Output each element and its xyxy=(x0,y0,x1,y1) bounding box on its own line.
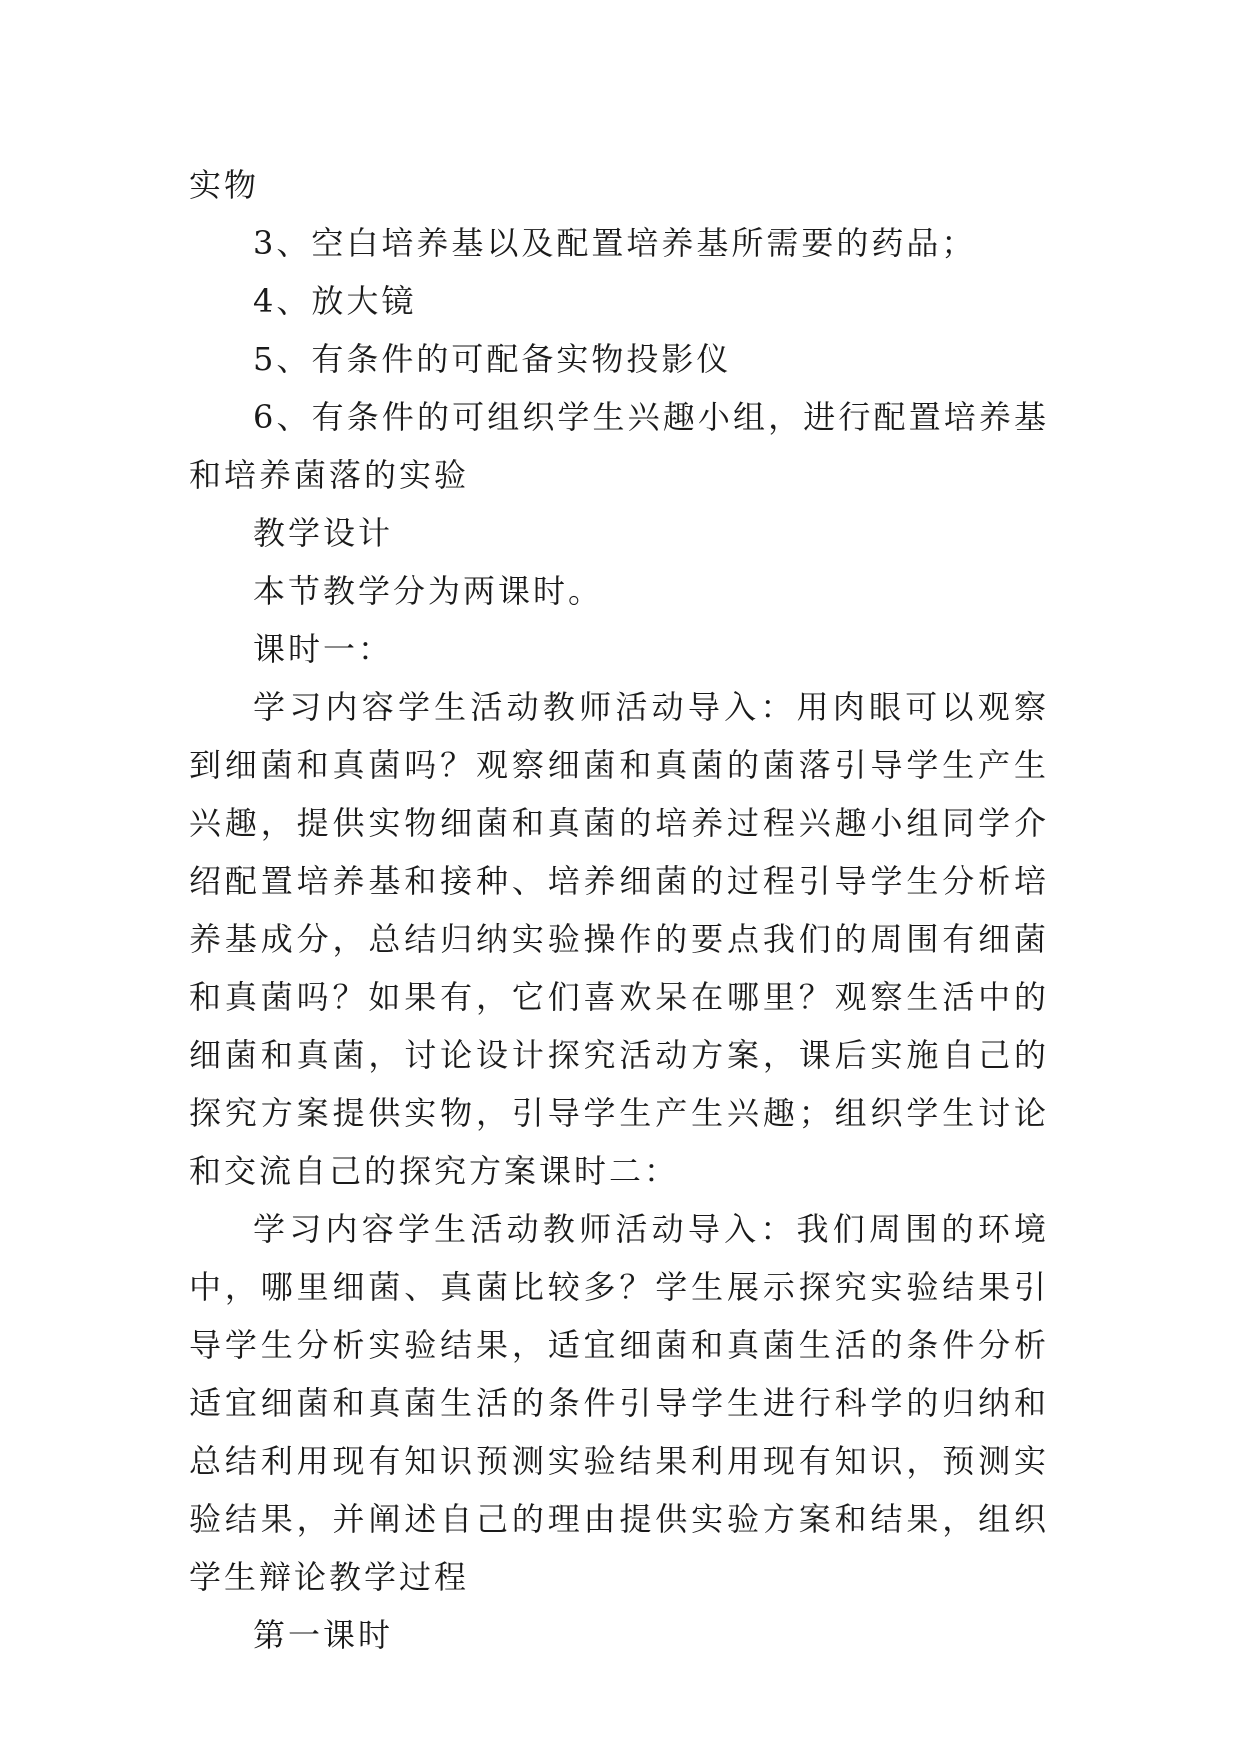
paragraph-2: 3、空白培养基以及配置培养基所需要的药品； xyxy=(253,224,977,262)
document-body xyxy=(189,156,1049,1664)
paragraph-6: 教学设计 xyxy=(253,514,394,552)
paragraph-8: 课时一： xyxy=(253,630,394,668)
paragraph-11: 第一课时 xyxy=(253,1616,394,1654)
paragraph-3: 4、放大镜 xyxy=(253,282,417,320)
paragraph-7: 本节教学分为两课时。 xyxy=(253,572,604,610)
paragraph-5: 6、有条件的可组织学生兴趣小组，进行配置培养基和培养菌落的实验 xyxy=(189,398,1049,494)
paragraph-1: 实物 xyxy=(189,166,260,204)
paragraph-4: 5、有条件的可配备实物投影仪 xyxy=(253,340,732,378)
paragraph-9: 学习内容学生活动教师活动导入：用肉眼可以观察到细菌和真菌吗？观察细菌和真菌的菌落引导学生产生兴趣，提供实物细菌和真菌的培养过程兴趣小组同学介绍配置培养基和接种、培养细菌的过程引导学生分析培养基成分，总结归纳实验操作的要点我们的周围有细菌和真菌吗？如果有，它们喜欢呆在哪里？观察生活中的细菌和真菌，讨论设计探究活动方案，课后实施自己的探究方案提供实物，引导学生产生兴趣；组织学生讨论和交流自己的探究方案课时二： xyxy=(189,688,1049,1190)
paragraph-10: 学习内容学生活动教师活动导入：我们周围的环境中，哪里细菌、真菌比较多？学生展示探究实验结果引导学生分析实验结果，适宜细菌和真菌生活的条件分析适宜细菌和真菌生活的条件引导学生进行科学的归纳和总结利用现有知识预测实验结果利用现有知识，预测实验结果，并阐述自己的理由提供实验方案和结果，组织学生辩论教学过程 xyxy=(189,1210,1049,1596)
